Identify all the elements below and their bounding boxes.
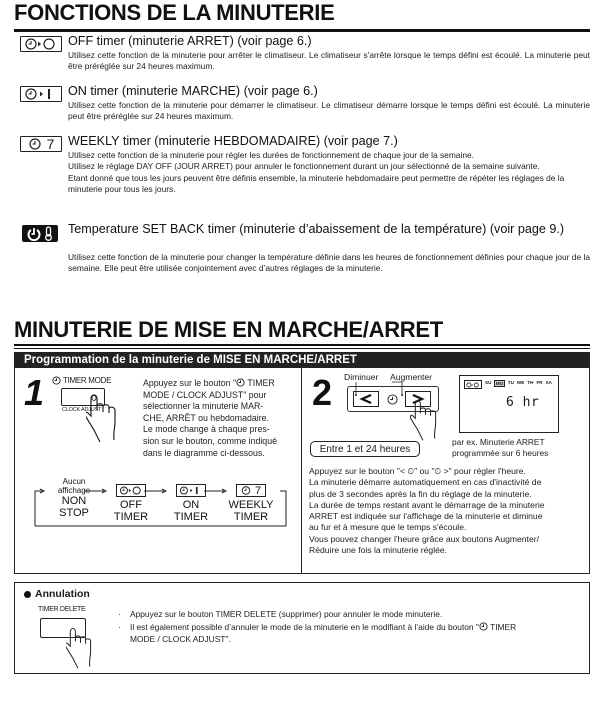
step-2-text bbox=[309, 466, 589, 556]
flow-l2: TIMER bbox=[233, 511, 269, 523]
lcd-days bbox=[485, 380, 552, 387]
range-label: Entre 1 et 24 heures bbox=[310, 441, 420, 457]
lcd-day-selected: MO bbox=[495, 381, 504, 386]
flow-l2: TIMER bbox=[113, 511, 149, 523]
caption-line: programmée sur 6 heures bbox=[452, 448, 549, 458]
function-desc: Utilisez cette fonction de la minuterie pour changer la température définie dans les heures de fonctionnement définies pour chaque jour de la semaine. Elle peut être utilisée conjointement avec d’autres réglages de la minuterie. bbox=[68, 252, 590, 274]
caption-line: par ex. Minuterie ARRET bbox=[452, 437, 545, 447]
off-timer-icon bbox=[116, 484, 146, 497]
off-timer-icon bbox=[20, 36, 62, 52]
step-2-number: 2 bbox=[312, 372, 333, 413]
off-timer-icon bbox=[464, 380, 482, 389]
page-title: FONCTIONS DE LA MINUTERIE bbox=[14, 0, 335, 25]
lcd-day: FR bbox=[536, 380, 543, 385]
lcd-day: TH bbox=[527, 380, 534, 385]
step1-line: Appuyez sur le bouton " TIMER bbox=[143, 378, 275, 388]
flow-l1: NON bbox=[61, 495, 87, 507]
hand-pointer-icon bbox=[86, 392, 126, 444]
function-desc: Utilisez cette fonction de la minuterie pour arrêter le climatiseur. Le climatiseur s'arrête lorsque le temps défini est écoulé. La minuterie peut être préréglée sur 24 heures maximum. bbox=[68, 50, 590, 72]
increase-label: Augmenter bbox=[390, 372, 433, 382]
title-rule bbox=[14, 29, 590, 32]
weekly-timer-icon bbox=[236, 484, 266, 497]
step2-line: La minuterie démarre automatiquement en cas d'inactivité de bbox=[309, 477, 542, 488]
step2-line: La durée de temps restant avant le démarrage de la minuterie bbox=[309, 499, 545, 510]
flow-non-stop bbox=[44, 477, 104, 519]
step1-line: MODE / CLOCK ADJUST" pour bbox=[143, 389, 267, 400]
flow-top2: affichage bbox=[57, 486, 91, 495]
timer-delete-button-illustration bbox=[36, 606, 106, 670]
cancel-title: Annulation bbox=[24, 588, 90, 600]
cancel-bullet: · Il est également possible d’annuler le mode de la minuterie en le modifiant à l’aide du bouton " TIMER MODE / CLOCK ADJUST". bbox=[118, 622, 517, 644]
hand-pointer-icon bbox=[66, 626, 100, 670]
step2-line: Appuyez sur le bouton "< ⏲" ou "⏲ >" pour régler l'heure. bbox=[309, 466, 526, 476]
function-setback-timer bbox=[20, 222, 590, 282]
lcd-display bbox=[459, 375, 559, 433]
timer-delete-label: TIMER DELETE bbox=[38, 606, 86, 613]
step1-line: sion sur le bouton, comme indiqué bbox=[143, 435, 277, 446]
cancel-bullets bbox=[118, 609, 588, 645]
section-rule-thin bbox=[14, 348, 590, 349]
step1-line: sélectionner la minuterie MAR- bbox=[143, 401, 264, 412]
section-rule bbox=[14, 344, 590, 346]
step2-line: au fur et à mesure que le temps s'écoule. bbox=[309, 522, 467, 533]
timer-mode-label: TIMER MODE bbox=[52, 376, 111, 385]
flow-top: Aucun bbox=[62, 477, 86, 486]
weekly-icon-number: 7 bbox=[46, 136, 55, 152]
lcd-caption bbox=[452, 437, 548, 459]
flow-weekly-timer bbox=[222, 499, 280, 523]
flow-l2: STOP bbox=[59, 507, 89, 519]
on-timer-icon bbox=[176, 484, 206, 497]
clock-icon bbox=[236, 378, 245, 387]
hand-pointer-icon bbox=[410, 398, 446, 442]
desc-line: Utilisez cette fonction de la minuterie pour régler les durées de fonctionnement de chaque jour de la semaine. bbox=[68, 150, 474, 160]
cancel-bullet: · Appuyez sur le bouton TIMER DELETE (supprimer) pour annuler le mode minuterie. bbox=[118, 609, 443, 619]
lcd-day: SA bbox=[545, 380, 552, 385]
clock-adjust-label: CLOCK ADJUST bbox=[62, 407, 102, 413]
weekly-icon-number: 7 bbox=[254, 484, 262, 497]
function-on-timer bbox=[20, 84, 590, 124]
step-1-text bbox=[143, 378, 295, 459]
label-pointer-lines bbox=[344, 380, 434, 400]
step2-line: plus de 3 secondes après la fin du réglage de la minuterie. bbox=[309, 488, 532, 499]
on-timer-icon bbox=[20, 86, 62, 102]
lcd-value: 6 hr bbox=[506, 395, 540, 410]
function-title: WEEKLY timer (minuterie HEBDOMADAIRE) (voir page 7.) bbox=[68, 134, 398, 148]
weekly-timer-icon bbox=[20, 136, 62, 152]
flow-l1: OFF bbox=[120, 499, 142, 511]
flow-off-timer bbox=[106, 499, 156, 523]
programming-header-bar: Programmation de la minuterie de MISE EN MARCHE/ARRET bbox=[14, 352, 590, 368]
clock-icon bbox=[479, 622, 488, 631]
function-title: ON timer (minuterie MARCHE) (voir page 6.) bbox=[68, 84, 318, 98]
function-desc bbox=[68, 150, 590, 196]
lcd-day: TU bbox=[507, 380, 514, 385]
desc-line: Etant donné que tous les jours peuvent être définis ensemble, la minuterie hebdomadaire peut permettre de répéter les réglages de la minuterie pour tous les jours. bbox=[68, 172, 565, 195]
flow-l1: ON bbox=[182, 499, 200, 511]
temperature-set-back-icon bbox=[22, 225, 58, 242]
section-title: MINUTERIE DE MISE EN MARCHE/ARRET bbox=[14, 317, 443, 342]
flow-on-timer bbox=[166, 499, 216, 523]
function-weekly-timer bbox=[20, 134, 590, 214]
flow-l2: TIMER bbox=[173, 511, 209, 523]
flow-l1: WEEKLY bbox=[228, 499, 274, 511]
function-desc: Utilisez cette fonction de la minuterie pour démarrer le climatiseur. Le climatiseur démarre lorsque le temps défini est écoulé. La minuterie peut être préréglée sur 24 heures maximum. bbox=[68, 100, 590, 122]
step2-line: Réduire une fois la minuterie réglée. bbox=[309, 545, 448, 556]
timer-mode-button-illustration bbox=[52, 376, 142, 446]
step-1-number: 1 bbox=[24, 372, 45, 413]
bullet-dot-icon bbox=[24, 591, 31, 598]
step2-line: Vous pouvez changer l'heure grâce aux boutons Augmenter/ bbox=[309, 533, 540, 544]
bullet-mark: · bbox=[118, 609, 121, 619]
step1-line: Le mode change à chaque pres- bbox=[143, 424, 270, 435]
step2-line: ARRET est indiquée sur l'affichage de la minuterie et diminue bbox=[309, 511, 543, 522]
decrease-label: Diminuer bbox=[344, 372, 379, 382]
step1-line: CHE, ARRÊT ou hebdomadaire. bbox=[143, 412, 269, 423]
lcd-day: WE bbox=[516, 380, 525, 385]
function-title: OFF timer (minuterie ARRET) (voir page 6.) bbox=[68, 34, 312, 48]
desc-line: Utilisez le réglage DAY OFF (JOUR ARRET) pour annuler le fonctionnement durant un jour sélectionné de la semaine suivante. bbox=[68, 161, 540, 172]
step1-line: dans le diagramme ci-dessous. bbox=[143, 447, 265, 458]
lcd-day: SU bbox=[485, 380, 492, 385]
function-off-timer bbox=[20, 34, 590, 74]
bullet-mark: · bbox=[118, 622, 121, 633]
function-title: Temperature SET BACK timer (minuterie d’abaissement de la température) (voir page 9.) bbox=[68, 222, 565, 236]
